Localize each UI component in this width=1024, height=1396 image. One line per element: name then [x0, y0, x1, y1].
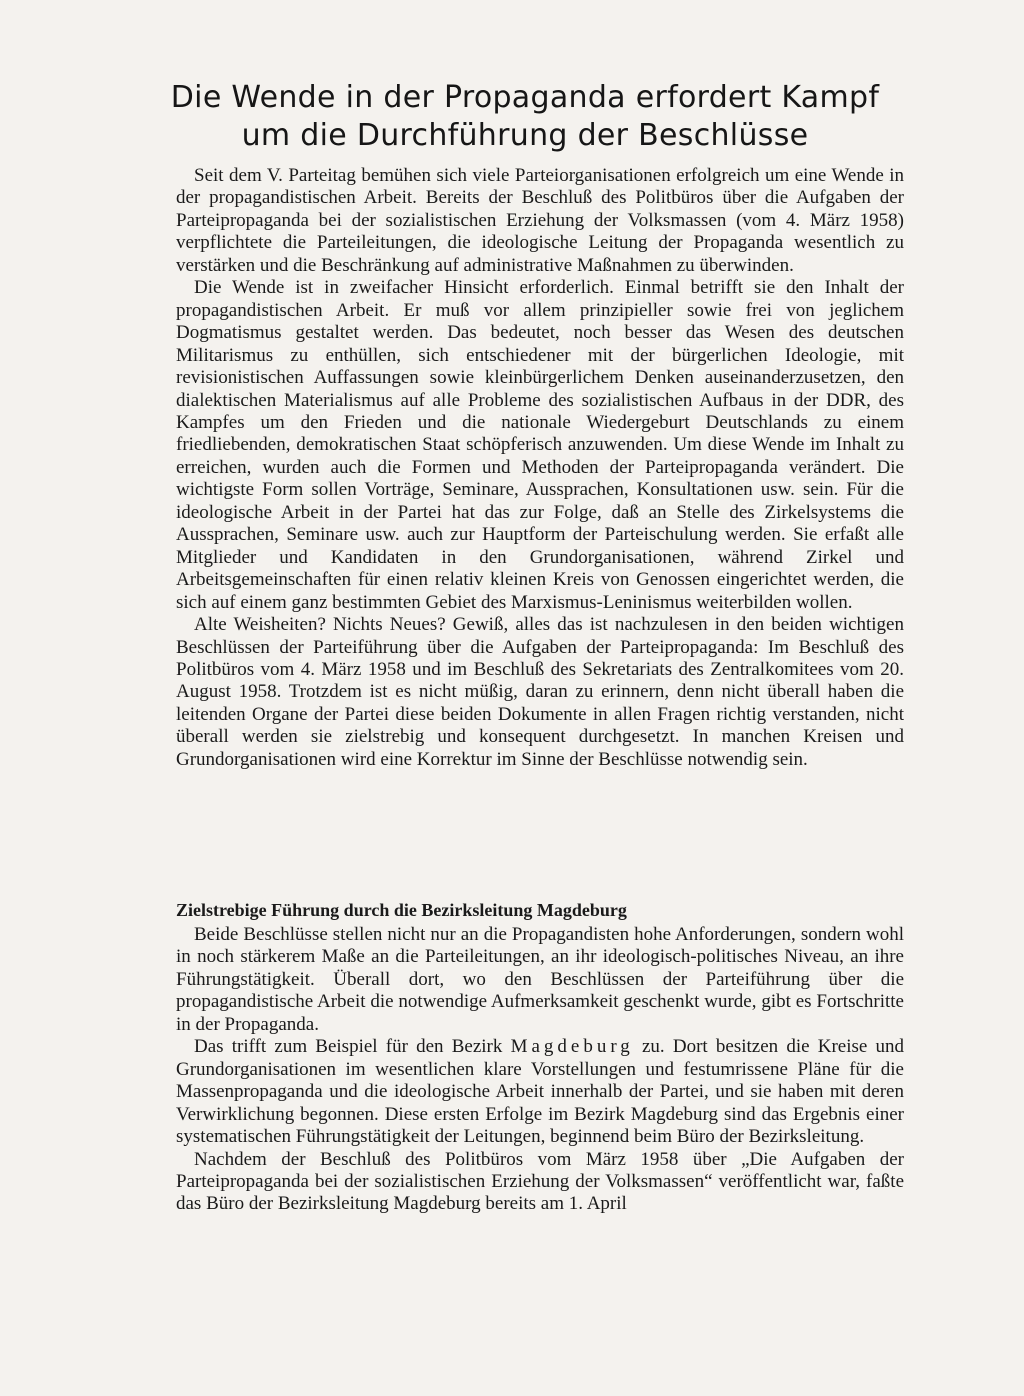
intro-section: [176, 165, 904, 771]
title-line-2: um die Durchführung der Beschlüsse: [241, 118, 809, 153]
paragraph: Alte Weisheiten? Nichts Neues? Gewiß, alles das ist nachzulesen in den beiden wichtigen Beschlüssen der Parteiführung über die Aufgaben der Parteipropaganda: Im Beschluß des Politbüros vom 4. März 1958 und im Beschluß des Sekretariats des Zentralkomitees vom 20. August 1958. Trotzdem ist es nicht müßig, daran zu erinnern, denn nicht überall haben die leitenden Organe der Partei diese beiden Dokumente in allen Fragen richtig verstanden, nicht überall werden sie zielstrebig und konsequent durchgesetzt. In manchen Kreisen und Grundorganisationen wird eine Korrektur im Sinne der Beschlüsse notwendig sein.: [176, 614, 904, 770]
paragraph: Beide Beschlüsse stellen nicht nur an die Propagandisten hohe Anforderungen, sondern wohl in noch stärkerem Maße an die Parteileitungen, an ihr ideologisch-politisches Niveau, an ihre Führungstätigkeit. Überall dort, wo den Beschlüssen der Parteiführung über die propagandistische Arbeit die notwendige Aufmerksamkeit geschenkt wurde, gibt es Fortschritte in der Propaganda.: [176, 924, 904, 1035]
paragraph-text: Das trifft zum Beispiel für den Bezirk: [194, 1036, 511, 1058]
paragraph: Nachdem der Beschluß des Politbüros vom März 1958 über „Die Aufgaben der Parteipropaganda bei der sozialistischen Erziehung der Volksmassen“ veröffentlicht war, faßte das Büro der Bezirksleitung Magdeburg bereits am 1. April: [176, 1148, 904, 1215]
spaced-place-name: Magdeburg: [510, 1036, 634, 1058]
magdeburg-section: [176, 924, 904, 1216]
paragraph: Die Wende ist in zweifacher Hinsicht erforderlich. Einmal betrifft sie den Inhalt der propagandistischen Arbeit. Er muß vor allem prinzipieller sowie frei von jeglichem Dogmatismus gestaltet werden. Das bedeutet, noch besser das Wesen des deutschen Militarismus zu enthüllen, sich entschiedener mit der bürgerlichen Ideologie, mit revisionistischen Auffassungen sowie kleinbürgerlichem Denken auseinanderzusetzen, den dialektischen Materialismus auf alle Probleme des sozialistischen Aufbaus in der DDR, des Kampfes um den Frieden und die nationale Wiedergeburt Deutschlands zu einem friedliebenden, demokratischen Staat schöpferisch anzuwenden. Um diese Wende im Inhalt zu erreichen, wurden auch die Formen und Methoden der Parteipropaganda verändert. Die wichtigste Form sollen Vorträge, Seminare, Aussprachen, Konsultationen usw. sein. Für die ideologische Arbeit in der Partei hat das zur Folge, daß an Stelle des Zirkelsystems die Aussprachen, Seminare usw. auch zur Hauptform der Parteischulung werden. Sie erfaßt alle Mitglieder und Kandidaten in den Grundorganisationen, während Zirkel und Arbeitsgemeinschaften für einen relativ kleinen Kreis von Genossen eingerichtet werden, die sich auf einem ganz bestimmten Gebiet des Marxismus-Leninismus weiterbilden wollen.: [176, 277, 904, 613]
title-line-1: Die Wende in der Propaganda erfordert Kampf: [170, 80, 880, 115]
paragraph: [176, 1036, 904, 1148]
paragraph: Seit dem V. Parteitag bemühen sich viele Parteiorganisationen erfolgreich um eine Wende in der propagandistischen Arbeit. Bereits der Beschluß des Politbüros über die Aufgaben der Parteipropaganda bei der sozialistischen Erziehung der Volksmassen (vom 4. März 1958) verpflichtete die Parteileitungen, die ideologische Leitung der Propaganda wesentlich zu verstärken und die Beschränkung auf administrative Maßnahmen zu überwinden.: [176, 165, 904, 276]
paragraph-text: zu. Dort besitzen die Kreise und Grundorganisationen im wesentlichen klare Vorstellungen und festumrissene Pläne für die Massenpropaganda und die ideologische Arbeit innerhalb der Partei, und sie haben mit deren Verwirklichung begonnen. Diese ersten Erfolge im Bezirk Magdeburg sind das Ergebnis einer systematischen Führungstätigkeit der Leitungen, beginnend beim Büro der Bezirksleitung.: [176, 1036, 904, 1148]
section-heading: Zielstrebige Führung durch die Bezirksleitung Magdeburg: [176, 900, 627, 920]
